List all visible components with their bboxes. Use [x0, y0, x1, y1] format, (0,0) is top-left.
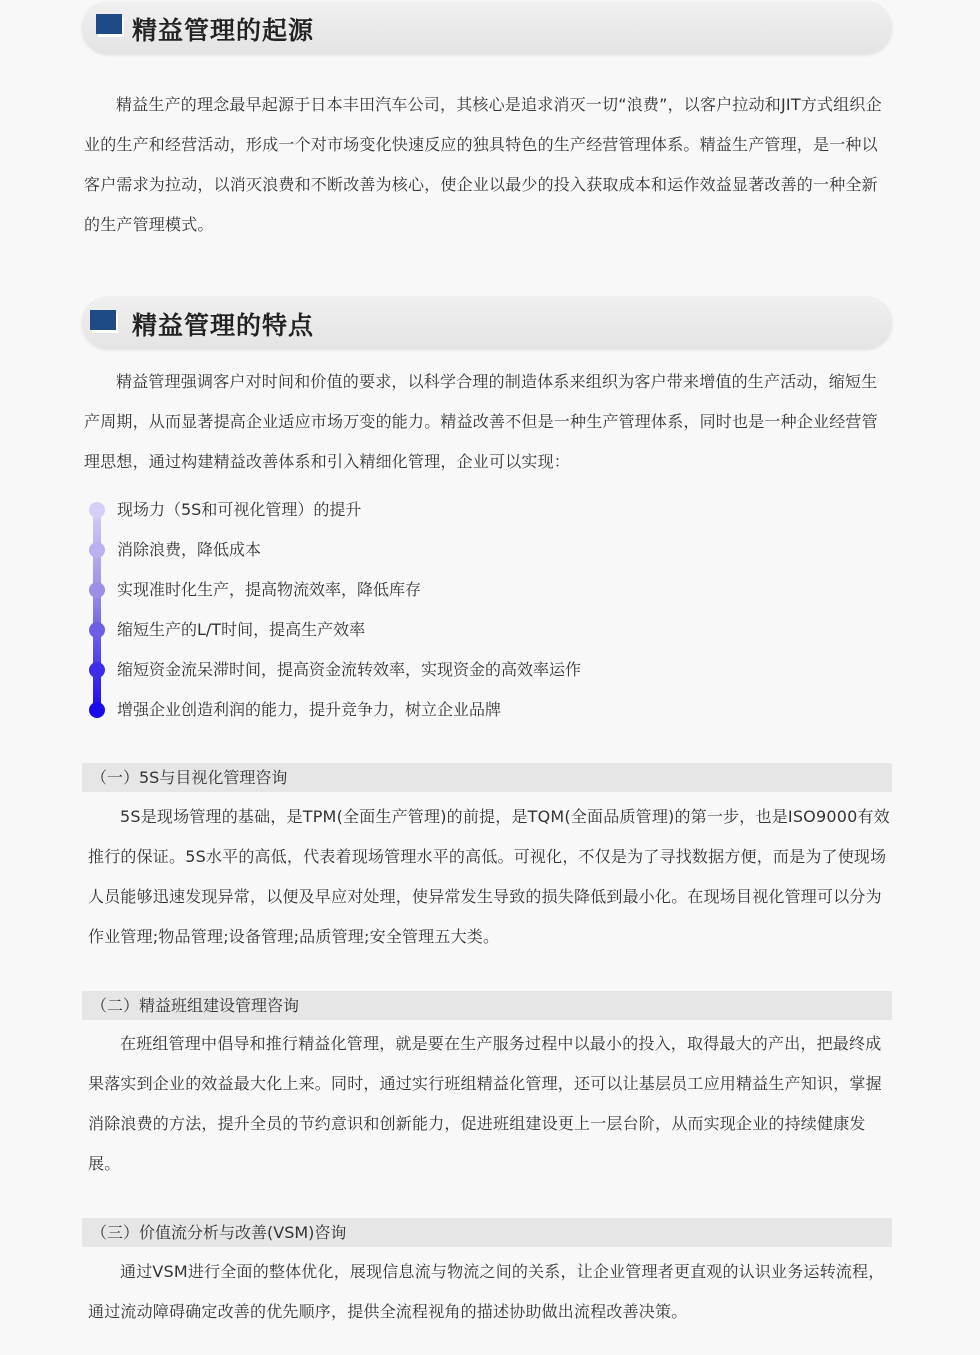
subsection-header-vsm: [82, 1218, 892, 1247]
section-title-features: 精益管理的特点: [132, 311, 315, 340]
list-item: [88, 530, 788, 570]
list-item: [88, 570, 788, 610]
square-icon: [96, 14, 122, 34]
square-icon: [90, 310, 116, 330]
list-item: [88, 610, 788, 650]
subsection-paragraph-vsm: 通过VSM进行全面的整体优化，展现信息流与物流之间的关系，让企业管理者更直观的认识业务运转流程，通过流动障碍确定改善的优先顺序，提供全流程视角的描述协助做出流程改善决策。: [88, 1262, 885, 1321]
list-item: [88, 650, 788, 690]
list-item: [88, 690, 788, 730]
subsection-title: （二）精益班组建设管理咨询: [91, 996, 300, 1015]
bullet-dot-icon: [89, 582, 105, 598]
section-header-origin: [82, 1, 892, 53]
list-item: [88, 490, 788, 530]
origin-paragraph: 精益生产的理念最早起源于日本丰田汽车公司，其核心是追求消灭一切“浪费”，以客户拉动和JIT方式组织企业的生产和经营活动，形成一个对市场变化快速反应的独具特色的生产经营管理体系。精益生产管理，是一种以客户需求为拉动，以消灭浪费和不断改善为核心，使企业以最少的投入获取成本和运作效益显著改善的一种全新的生产管理模式。: [84, 95, 882, 234]
list-item-text: 增强企业创造利润的能力，提升竞争力，树立企业品牌: [117, 700, 502, 719]
list-item-text: 缩短资金流呆滞时间，提高资金流转效率，实现资金的高效率运作: [117, 660, 582, 679]
features-paragraph: 精益管理强调客户对时间和价值的要求，以科学合理的制造体系来组织为客户带来增值的生产活动，缩短生产周期，从而显著提高企业适应市场万变的能力。精益改善不但是一种生产管理体系，同时也是一种企业经营管理思想，通过构建精益改善体系和引入精细化管理，企业可以实现：: [84, 372, 878, 471]
subsection-paragraph-5s: 5S是现场管理的基础，是TPM(全面生产管理)的前提，是TQM(全面品质管理)的第一步，也是ISO9000有效推行的保证。5S水平的高低，代表着现场管理水平的高低。可视化，不仅是为了寻找数据方便，而是为了使现场人员能够迅速发现异常，以便及早应对处理，使异常发生导致的损失降低到最小化。在现场目视化管理可以分为作业管理;物品管理;设备管理;品质管理;安全管理五大类。: [88, 807, 890, 946]
list-item-text: 实现准时化生产，提高物流效率，降低库存: [117, 580, 422, 599]
benefit-list: [88, 490, 788, 730]
list-item-text: 缩短生产的L/T时间，提高生产效率: [117, 620, 366, 639]
bullet-dot-icon: [89, 702, 105, 718]
subsection-title: （一）5S与目视化管理咨询: [91, 768, 288, 787]
bullet-dot-icon: [89, 622, 105, 638]
bullet-dot-icon: [89, 662, 105, 678]
subsection-header-team: [82, 991, 892, 1020]
subsection-title: （三）价值流分析与改善(VSM)咨询: [91, 1223, 347, 1242]
bullet-dot-icon: [89, 542, 105, 558]
subsection-paragraph-team: 在班组管理中倡导和推行精益化管理，就是要在生产服务过程中以最小的投入，取得最大的产出，把最终成果落实到企业的效益最大化上来。同时，通过实行班组精益化管理，还可以让基层员工应用精益生产知识，掌握消除浪费的方法，提升全员的节约意识和创新能力，促进班组建设更上一层台阶，从而实现企业的持续健康发展。: [88, 1034, 882, 1173]
list-item-text: 现场力（5S和可视化管理）的提升: [117, 500, 362, 519]
section-header-features: [82, 296, 892, 348]
bullet-dot-icon: [89, 502, 105, 518]
subsection-header-5s: [82, 763, 892, 792]
list-item-text: 消除浪费，降低成本: [117, 540, 262, 559]
section-title-origin: 精益管理的起源: [132, 16, 315, 45]
